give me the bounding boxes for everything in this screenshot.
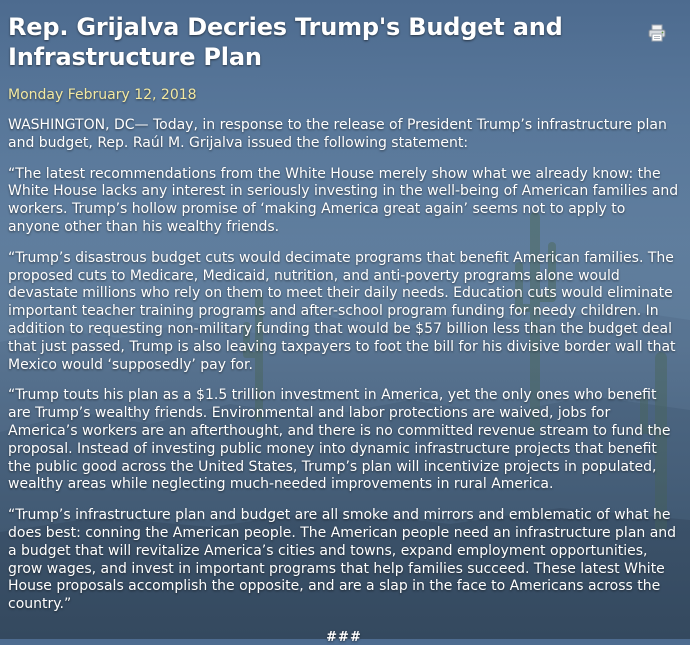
article-end-mark: ### bbox=[326, 629, 362, 645]
article bbox=[0, 12, 690, 645]
article-date: Monday February 12, 2018 bbox=[8, 87, 197, 103]
article-paragraph: WASHINGTON, DC— Today, in response to the release of President Trump’s infrastructure plan and budget, Rep. Raúl M. Grijalva issued the following statement: bbox=[8, 117, 667, 151]
article-paragraph: “Trump touts his plan as a $1.5 trillion investment in America, yet the only ones who benefit are Trump’s wealthy friends. Environmental and labor protections are waived, jobs for America’s workers are an afterthought, and there is no committed revenue stream to fund the proposal. Instead of investing public money into dynamic infrastructure projects that benefit the public good across the United States, Trump’s plan will incentivize projects in populated, wealthy areas while neglecting much-needed improvements in rural America. bbox=[8, 387, 671, 493]
article-title: Rep. Grijalva Decries Trump's Budget and Infrastructure Plan bbox=[8, 13, 563, 71]
article-paragraph: “Trump’s infrastructure plan and budget are all smoke and mirrors and emblematic of what he does best: conning the American people. The American people need an infrastructure plan and a budget that will revitalize America’s cities and towns, expand employment opportunities, grow wages, and invest in important programs that help families succeed. These latest White House proposals accomplish the opposite, and are a slap in the face to Americans across the country.” bbox=[8, 507, 677, 613]
article-paragraph: “Trump’s disastrous budget cuts would decimate programs that benefit American families. The proposed cuts to Medicare, Medicaid, nutrition, and anti-poverty programs alone would devastate millions who rely on them to meet their daily needs. Education cuts would eliminate important teacher training programs and after-school program funding for needy children. In addition to requesting non-military funding that would be $57 billion less than the budget deal that just passed, Trump is also leaving taxpayers to foot the bill for his divisive border wall that Mexico would ‘supposedly’ pay for. bbox=[8, 249, 676, 373]
article-paragraph: “The latest recommendations from the White House merely show what we already know: the White House lacks any interest in seriously investing in the well-being of American families and workers. Trump’s hollow promise of ‘making America great again’ seems not to apply to anyone other than his wealthy friends. bbox=[8, 165, 679, 235]
